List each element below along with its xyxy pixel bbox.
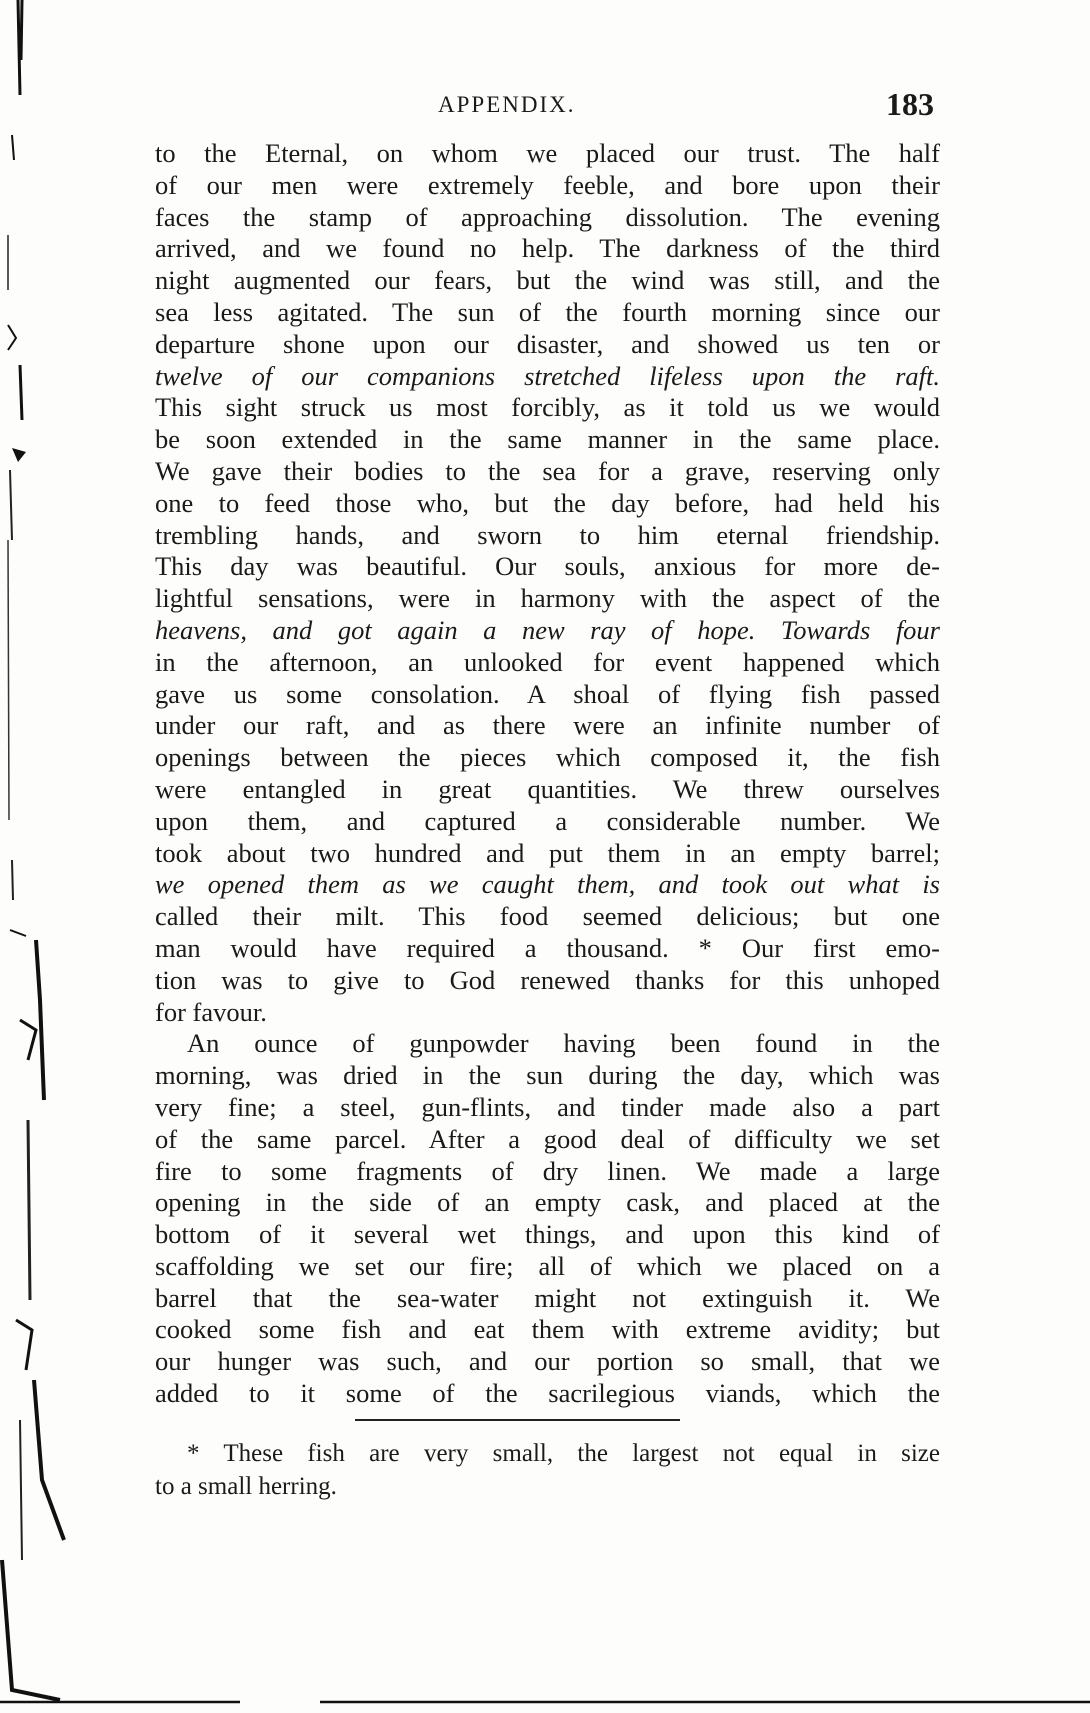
text-line: heavens, and got again a new ray of hope. Towards four — [155, 614, 940, 645]
text-line: faces the stamp of approaching dissolution. The evening — [155, 201, 940, 232]
text-line: to the Eternal, on whom we placed our trust. The half — [155, 138, 940, 168]
text-line: opening in the side of an empty cask, and placed at the — [155, 1187, 940, 1218]
text-line: bottom of it several wet things, and upon this kind of — [155, 1219, 940, 1250]
binding-marks-graphic — [0, 0, 70, 1713]
text-line: gave us some consolation. A shoal of flying fish passed — [155, 678, 940, 709]
footnote-line: * These fish are very small, the largest not equal in size — [187, 1440, 940, 1467]
footnote-line: to a small herring. — [155, 1473, 337, 1500]
text-line: departure shone upon our disaster, and showed us ten or — [155, 328, 940, 359]
text-line: very fine; a steel, gun-flints, and tinder made also a part — [155, 1091, 940, 1122]
running-head — [150, 88, 940, 128]
text-line: This day was beautiful. Our souls, anxious for more de- — [155, 551, 940, 582]
text-line: added to it some of the sacrilegious viands, which the — [155, 1378, 940, 1409]
text-line: be soon extended in the same manner in the same place. — [155, 424, 940, 455]
text-line: for favour. — [155, 996, 267, 1027]
text-line: man would have required a thousand. * Our first emo- — [155, 932, 940, 963]
text-line: morning, was dried in the sun during the day, which was — [155, 1060, 940, 1091]
text-line: fire to some fragments of dry linen. We made a large — [155, 1155, 940, 1186]
text-line: lightful sensations, were in harmony with the aspect of the — [155, 583, 940, 614]
running-title: APPENDIX. — [438, 92, 576, 117]
text-line: our hunger was such, and our portion so small, that we — [155, 1346, 940, 1377]
page-number: 183 — [886, 86, 934, 122]
text-line: sea less agitated. The sun of the fourth morning since our — [155, 296, 940, 327]
text-line: one to feed those who, but the day before, had held his — [155, 487, 940, 518]
text-line: took about two hundred and put them in an empty barrel; — [155, 837, 940, 868]
text-line: of our men were extremely feeble, and bore upon their — [155, 169, 940, 200]
text-line: under our raft, and as there were an infinite number of — [155, 710, 940, 741]
text-line: upon them, and captured a considerable number. We — [155, 805, 940, 836]
text-line: arrived, and we found no help. The darkness of the third — [155, 233, 940, 264]
text-line: We gave their bodies to the sea for a grave, reserving only — [155, 455, 940, 486]
text-line: An ounce of gunpowder having been found in the — [187, 1028, 940, 1059]
text-line: tion was to give to God renewed thanks for this unhoped — [155, 964, 940, 995]
binding-gutter — [0, 0, 70, 1713]
text-line: were entangled in great quantities. We threw ourselves — [155, 773, 940, 804]
text-line: trembling hands, and sworn to him eternal friendship. — [155, 519, 940, 550]
text-line: openings between the pieces which composed it, the fish — [155, 742, 940, 773]
main-text — [155, 138, 940, 1410]
text-line: called their milt. This food seemed delicious; but one — [155, 901, 940, 932]
text-line: of the same parcel. After a good deal of difficulty we set — [155, 1123, 940, 1154]
text-line: twelve of our companions stretched lifeless upon the raft. — [155, 360, 940, 391]
text-line: This sight struck us most forcibly, as it told us we would — [155, 392, 940, 423]
text-line: in the afternoon, an unlooked for event happened which — [155, 646, 940, 677]
text-line: scaffolding we set our fire; all of which we placed on a — [155, 1250, 940, 1281]
text-line: cooked some fish and eat them with extreme avidity; but — [155, 1314, 940, 1345]
bottom-edge-graphic — [0, 1700, 1090, 1704]
text-line: barrel that the sea-water might not extinguish it. We — [155, 1282, 940, 1313]
footnote-divider — [355, 1419, 680, 1421]
text-line: night augmented our fears, but the wind was still, and the — [155, 265, 940, 296]
footnote — [155, 1437, 940, 1503]
text-line: we opened them as we caught them, and took out what is — [155, 869, 940, 900]
bottom-edge-rule — [0, 1700, 1090, 1704]
